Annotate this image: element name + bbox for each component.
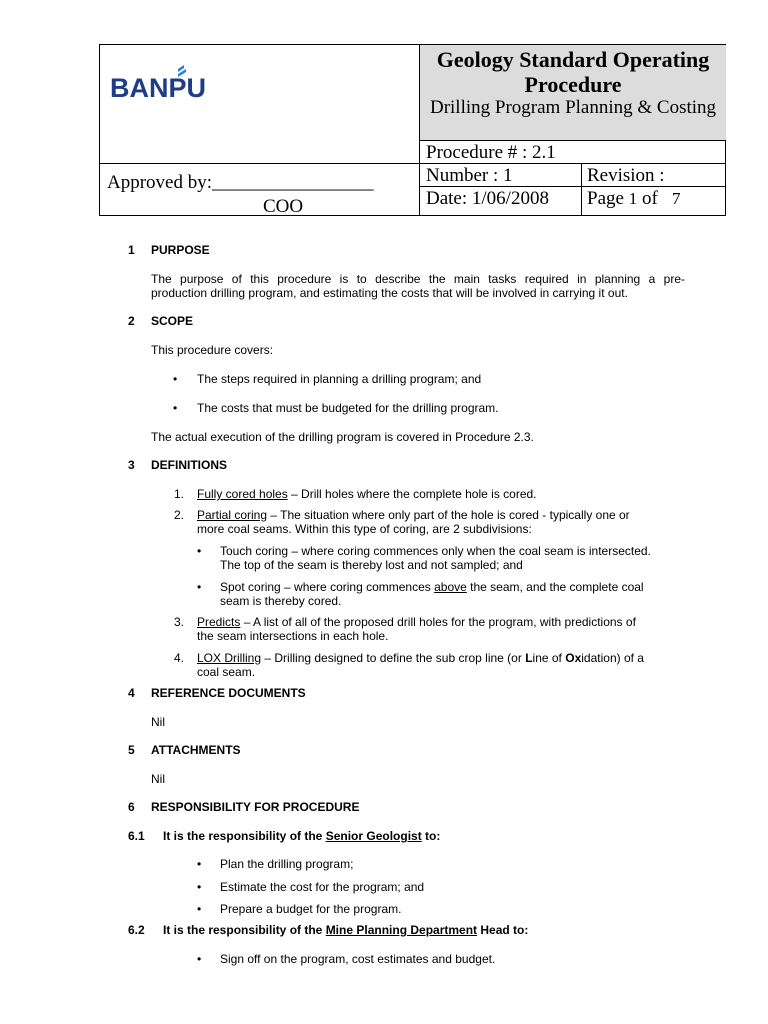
list-item: Sign off on the program, cost estimates and budget. <box>220 952 496 966</box>
subsection-text: It is the responsibility of the <box>163 829 326 843</box>
def-text: – A list of all of the proposed drill holes for the program, with predictions of <box>240 615 636 629</box>
section-number: 4 <box>128 686 135 700</box>
role-name: Mine Planning Department <box>325 923 478 937</box>
definition-3-line-2: the seam intersections in each hole. <box>197 629 389 643</box>
section-heading: PURPOSE <box>151 243 210 257</box>
document-header-table <box>99 44 726 216</box>
section-number: 3 <box>128 458 135 472</box>
bullet-icon: • <box>197 857 202 871</box>
def-number: 1. <box>174 487 185 501</box>
subsection-heading <box>163 829 440 843</box>
section-heading: REFERENCE DOCUMENTS <box>151 686 306 700</box>
bullet-icon: • <box>197 544 202 558</box>
subsection-text: to: <box>421 829 441 843</box>
section-heading: ATTACHMENTS <box>151 743 241 757</box>
subsection-heading <box>163 923 528 937</box>
bullet-icon: • <box>173 401 178 415</box>
section-number: 5 <box>128 743 135 757</box>
procedure-number: Procedure # : 2.1 <box>426 142 556 163</box>
row-divider <box>420 140 726 141</box>
def-text: – Drilling designed to define the sub crop line (or <box>261 651 526 665</box>
approver-title: COO <box>263 196 304 217</box>
subsection-text: It is the responsibility of the <box>163 923 326 937</box>
scope-outro: The actual execution of the drilling program is covered in Procedure 2.3. <box>151 430 534 444</box>
definition-2-line-2: more coal seams. Within this type of coring, are 2 subdivisions: <box>197 522 532 536</box>
bullet-icon: • <box>197 580 202 594</box>
section-heading: SCOPE <box>151 314 194 328</box>
row-divider <box>420 186 726 187</box>
page-number: 1 <box>628 189 638 208</box>
bullet-icon: • <box>197 902 202 916</box>
page-field <box>587 188 681 210</box>
approved-by: Approved by:_________________ <box>107 172 374 193</box>
page-of: of <box>641 188 658 209</box>
def-emphasis: above <box>434 580 467 594</box>
role-name: Senior Geologist <box>325 829 422 843</box>
def-term: Predicts <box>197 615 241 629</box>
sub-definition-line-2: seam is thereby cored. <box>220 594 342 608</box>
section-heading: DEFINITIONS <box>151 458 228 472</box>
purpose-text-line-1: The purpose of this procedure is to describe the main tasks required in planning a pre- <box>151 272 685 286</box>
sub-definition <box>220 580 644 594</box>
reference-text: Nil <box>151 715 165 729</box>
title-cell <box>420 45 726 141</box>
banpu-logo-icon <box>110 63 250 103</box>
def-text: Spot coring – where coring commences <box>220 580 435 594</box>
section-number: 2 <box>128 314 135 328</box>
list-item: Prepare a budget for the program. <box>220 902 402 916</box>
scope-intro: This procedure covers: <box>151 343 274 357</box>
def-emphasis: Ox <box>565 651 582 665</box>
def-text: the seam, and the complete coal <box>466 580 644 594</box>
logo-text: BANPU <box>110 73 207 103</box>
def-number: 2. <box>174 508 185 522</box>
sub-definition: Touch coring – where coring commences only when the coal seam is intersected. <box>220 544 651 558</box>
section-heading: RESPONSIBILITY FOR PROCEDURE <box>151 800 360 814</box>
revision-field: Revision : <box>587 165 665 186</box>
subsection-number: 6.1 <box>128 829 145 843</box>
def-text: ine of <box>532 651 566 665</box>
definition-2 <box>197 508 630 522</box>
document-title: Geology Standard Operating Procedure <box>436 47 710 97</box>
bullet-icon: • <box>173 372 178 386</box>
date-field: Date: 1/06/2008 <box>426 188 549 209</box>
subsection-number: 6.2 <box>128 923 145 937</box>
definition-4 <box>197 651 644 665</box>
def-number: 3. <box>174 615 185 629</box>
def-text: idation) of a <box>581 651 644 665</box>
def-term: Fully cored holes <box>197 487 288 501</box>
list-item: The costs that must be budgeted for the drilling program. <box>197 401 499 415</box>
attachments-text: Nil <box>151 772 165 786</box>
list-item: The steps required in planning a drilling program; and <box>197 372 482 386</box>
definition-1 <box>197 487 537 501</box>
def-text: – Drill holes where the complete hole is cored. <box>287 487 537 501</box>
sub-definition-line-2: The top of the seam is thereby lost and not sampled; and <box>220 558 523 572</box>
logo-cell <box>100 45 419 164</box>
banpu-logo <box>110 63 250 108</box>
def-term: Partial coring <box>197 508 268 522</box>
def-text: – The situation where only part of the hole is cored - typically one or <box>267 508 630 522</box>
section-number: 6 <box>128 800 135 814</box>
bullet-icon: • <box>197 952 202 966</box>
bullet-icon: • <box>197 880 202 894</box>
list-item: Plan the drilling program; <box>220 857 354 871</box>
section-number: 1 <box>128 243 135 257</box>
page-label: Page <box>587 188 624 209</box>
row-divider <box>420 163 726 164</box>
number-field: Number : 1 <box>426 165 513 186</box>
definition-3 <box>197 615 636 629</box>
def-term: LOX Drilling <box>197 651 262 665</box>
def-number: 4. <box>174 651 185 665</box>
def-emphasis: L <box>525 651 533 665</box>
subsection-text: Head to: <box>477 923 529 937</box>
page-total: 7 <box>672 189 681 208</box>
logo-cell-border <box>100 163 419 164</box>
definition-4-line-2: coal seam. <box>197 665 256 679</box>
list-item: Estimate the cost for the program; and <box>220 880 425 894</box>
document-subtitle: Drilling Program Planning & Costing <box>429 97 717 118</box>
cell-divider <box>581 163 582 216</box>
purpose-text-line-2: production drilling program, and estimating the costs that will be involved in carrying it out. <box>151 286 628 300</box>
